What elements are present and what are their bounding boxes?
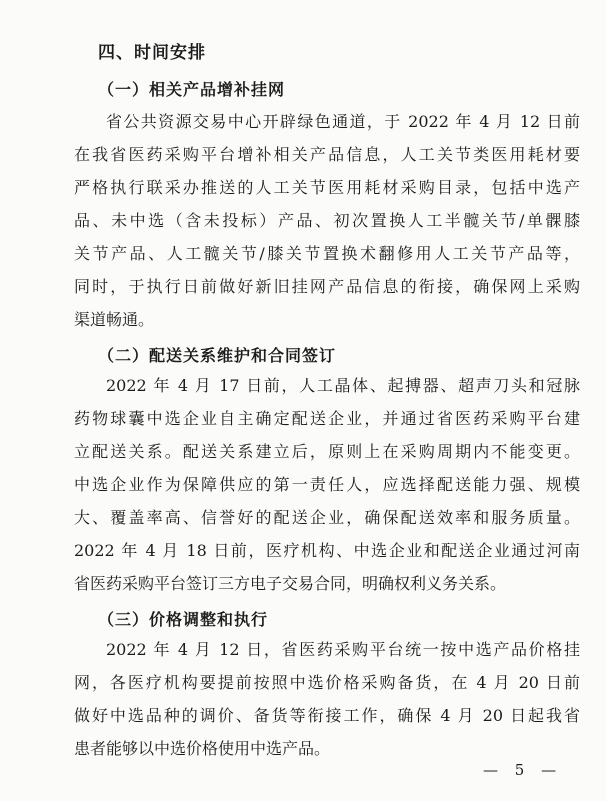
paragraph-line: 关节产品、人工髋关节/膝关节置换术翻修用人工关节产品等， [74,244,580,263]
paragraph-line: 做好中选品种的调价、备货等衔接工作，确保 4 月 20 日起我省 [74,706,580,725]
paragraph-line: 2022 年 4 月 18 日前，医疗机构、中选企业和配送企业通过河南 [74,541,580,560]
paragraph-line: 省公共资源交易中心开辟绿色通道，于 2022 年 4 月 12 日前 [106,112,580,131]
paragraph-line: 严格执行联采办推送的人工关节医用耗材采购目录，包括中选产 [74,178,580,197]
paragraph-line: 渠道畅通。 [74,310,155,329]
paragraph-line: 患者能够以中选价格使用中选产品。 [74,739,331,758]
paragraph-line: 在我省医药采购平台增补相关产品信息，人工关节类医用耗材要 [74,145,580,164]
subsection-heading-2: （二）配送关系维护和合同签订 [98,346,337,365]
subsection-heading-3: （三）价格调整和执行 [98,610,269,629]
paragraph-line: 2022 年 4 月 17 日前，人工晶体、起搏器、超声刀头和冠脉 [106,376,580,395]
paragraph-line: 同时，于执行日前做好新旧挂网产品信息的衔接，确保网上采购 [74,277,580,296]
paragraph-line: 品、未中选（含未投标）产品、初次置换人工半髋关节/单髁膝 [74,211,580,230]
paragraph-line: 网，各医疗机构要提前按照中选价格采购备货，在 4 月 20 日前 [74,673,580,692]
section-title: 四、时间安排 [98,43,206,63]
paragraph-line: 大、覆盖率高、信誉好的配送企业，确保配送效率和服务质量。 [74,508,580,527]
paragraph-line: 2022 年 4 月 12 日，省医药采购平台统一按中选产品价格挂 [106,640,580,659]
subsection-heading-1: （一）相关产品增补挂网 [98,80,286,99]
paragraph-line: 药物球囊中选企业自主确定配送企业，并通过省医药采购平台建 [74,409,580,428]
paragraph-line: 立配送关系。配送关系建立后，原则上在采购周期内不能变更。 [74,442,580,461]
page-number: — 5 — [483,761,563,779]
paragraph-line: 中选企业作为保障供应的第一责任人，应选择配送能力强、规模 [74,475,580,494]
paragraph-line: 省医药采购平台签订三方电子交易合同，明确权利义务关系。 [74,574,507,593]
